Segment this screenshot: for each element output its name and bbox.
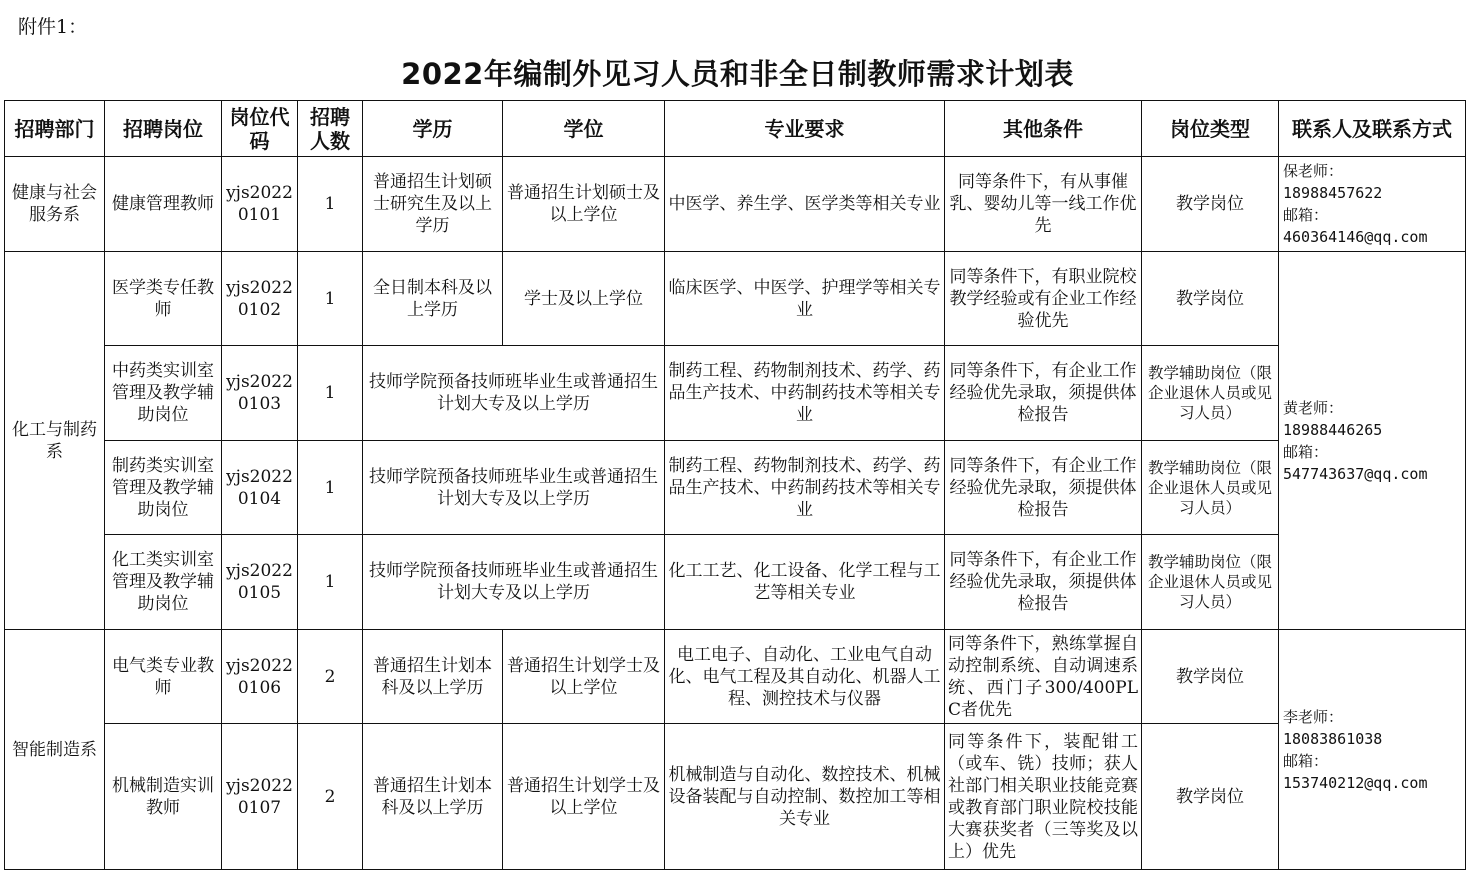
major-cell: 临床医学、中医学、护理学等相关专业 — [665, 252, 945, 346]
dept-cell: 健康与社会服务系 — [5, 157, 105, 252]
other-cell: 同等条件下，有职业院校教学经验或有企业工作经验优先 — [945, 252, 1142, 346]
post-cell: 机械制造实训教师 — [105, 724, 222, 870]
other-cell: 同等条件下，有从事催乳、婴幼儿等一线工作优先 — [945, 157, 1142, 252]
header-other: 其他条件 — [945, 101, 1142, 157]
edu-degree-cell: 技师学院预备技师班毕业生或普通招生计划大专及以上学历 — [363, 346, 665, 441]
code-cell: yjs20220103 — [222, 346, 298, 441]
dept-cell: 智能制造系 — [5, 630, 105, 870]
table-row — [5, 724, 1466, 870]
header-num: 招聘人数 — [298, 101, 363, 157]
major-cell: 电工电子、自动化、工业电气自动化、电气工程及其自动化、机器人工程、测控技术与仪器 — [665, 630, 945, 724]
post-cell: 化工类实训室管理及教学辅助岗位 — [105, 535, 222, 630]
type-cell: 教学岗位 — [1142, 630, 1279, 724]
header-post: 招聘岗位 — [105, 101, 222, 157]
table-row — [5, 252, 1466, 346]
edu-degree-cell: 技师学院预备技师班毕业生或普通招生计划大专及以上学历 — [363, 535, 665, 630]
table-row — [5, 630, 1466, 724]
major-cell: 化工工艺、化工设备、化学工程与工艺等相关专业 — [665, 535, 945, 630]
type-cell: 教学辅助岗位（限企业退休人员或见习人员） — [1142, 441, 1279, 535]
contact-phone: 18988457622 — [1283, 184, 1383, 202]
major-cell: 机械制造与自动化、数控技术、机械设备装配与自动控制、数控加工等相关专业 — [665, 724, 945, 870]
edu-cell: 全日制本科及以上学历 — [363, 252, 503, 346]
contact-email-label: 邮箱： — [1283, 442, 1329, 461]
dept-cell: 化工与制药系 — [5, 252, 105, 630]
code-cell: yjs20220104 — [222, 441, 298, 535]
type-cell: 教学岗位 — [1142, 157, 1279, 252]
other-cell: 同等条件下，有企业工作经验优先录取，须提供体检报告 — [945, 346, 1142, 441]
num-cell: 2 — [298, 724, 363, 870]
degree-cell: 普通招生计划学士及以上学位 — [503, 724, 665, 870]
edu-cell: 普通招生计划本科及以上学历 — [363, 724, 503, 870]
post-cell: 中药类实训室管理及教学辅助岗位 — [105, 346, 222, 441]
contact-name: 保老师： — [1283, 162, 1344, 180]
num-cell: 1 — [298, 535, 363, 630]
contact-name: 黄老师： — [1283, 398, 1344, 417]
table-row — [5, 157, 1466, 252]
num-cell: 1 — [298, 441, 363, 535]
recruitment-table — [4, 100, 1466, 870]
num-cell: 1 — [298, 346, 363, 441]
post-cell: 医学类专任教师 — [105, 252, 222, 346]
other-cell: 同等条件下，有企业工作经验优先录取，须提供体检报告 — [945, 535, 1142, 630]
num-cell: 1 — [298, 252, 363, 346]
contact-email: 460364146@qq.com — [1283, 228, 1428, 246]
type-cell: 教学辅助岗位（限企业退休人员或见习人员） — [1142, 346, 1279, 441]
code-cell: yjs20220105 — [222, 535, 298, 630]
major-cell: 制药工程、药物制剂技术、药学、药品生产技术、中药制药技术等相关专业 — [665, 441, 945, 535]
header-major: 专业要求 — [665, 101, 945, 157]
code-cell: yjs20220101 — [222, 157, 298, 252]
edu-cell: 普通招生计划本科及以上学历 — [363, 630, 503, 724]
contact-email-label: 邮箱： — [1283, 751, 1329, 770]
edu-degree-cell: 技师学院预备技师班毕业生或普通招生计划大专及以上学历 — [363, 441, 665, 535]
header-degree: 学位 — [503, 101, 665, 157]
degree-cell: 学士及以上学位 — [503, 252, 665, 346]
type-cell: 教学岗位 — [1142, 724, 1279, 870]
degree-cell: 普通招生计划学士及以上学位 — [503, 630, 665, 724]
num-cell: 2 — [298, 630, 363, 724]
type-cell: 教学辅助岗位（限企业退休人员或见习人员） — [1142, 535, 1279, 630]
post-cell: 电气类专业教师 — [105, 630, 222, 724]
table-row — [5, 346, 1466, 441]
post-cell: 健康管理教师 — [105, 157, 222, 252]
contact-email: 153740212@qq.com — [1283, 773, 1428, 792]
code-cell: yjs20220102 — [222, 252, 298, 346]
other-cell: 同等条件下，装配钳工（或车、铣）技师；获人社部门相关职业技能竞赛或教育部门职业院校技能大赛获奖者（三等奖及以上）优先 — [945, 724, 1142, 870]
attachment-label: 附件1： — [18, 16, 88, 38]
degree-cell: 普通招生计划硕士及以上学位 — [503, 157, 665, 252]
table-row — [5, 441, 1466, 535]
table-row — [5, 535, 1466, 630]
other-cell: 同等条件下，熟练掌握自动控制系统、自动调速系统、西门子300/400PLC者优先 — [945, 630, 1142, 724]
other-cell: 同等条件下，有企业工作经验优先录取，须提供体检报告 — [945, 441, 1142, 535]
contact-cell — [1279, 157, 1466, 252]
contact-cell — [1279, 630, 1466, 870]
contact-email-label: 邮箱： — [1283, 206, 1329, 224]
post-cell: 制药类实训室管理及教学辅助岗位 — [105, 441, 222, 535]
header-type: 岗位类型 — [1142, 101, 1279, 157]
contact-name: 李老师： — [1283, 707, 1344, 726]
major-cell: 中医学、养生学、医学类等相关专业 — [665, 157, 945, 252]
table-header-row — [5, 101, 1466, 157]
code-cell: yjs20220106 — [222, 630, 298, 724]
contact-cell — [1279, 252, 1466, 630]
major-cell: 制药工程、药物制剂技术、药学、药品生产技术、中药制药技术等相关专业 — [665, 346, 945, 441]
contact-phone: 18083861038 — [1283, 729, 1383, 748]
code-cell: yjs20220107 — [222, 724, 298, 870]
header-code: 岗位代码 — [222, 101, 298, 157]
contact-phone: 18988446265 — [1283, 420, 1383, 439]
type-cell: 教学岗位 — [1142, 252, 1279, 346]
header-contact: 联系人及联系方式 — [1279, 101, 1466, 157]
header-edu: 学历 — [363, 101, 503, 157]
contact-email: 547743637@qq.com — [1283, 464, 1428, 483]
edu-cell: 普通招生计划硕士研究生及以上学历 — [363, 157, 503, 252]
num-cell: 1 — [298, 157, 363, 252]
page-title: 2022年编制外见习人员和非全日制教师需求计划表 — [401, 57, 1074, 91]
header-dept: 招聘部门 — [5, 101, 105, 157]
